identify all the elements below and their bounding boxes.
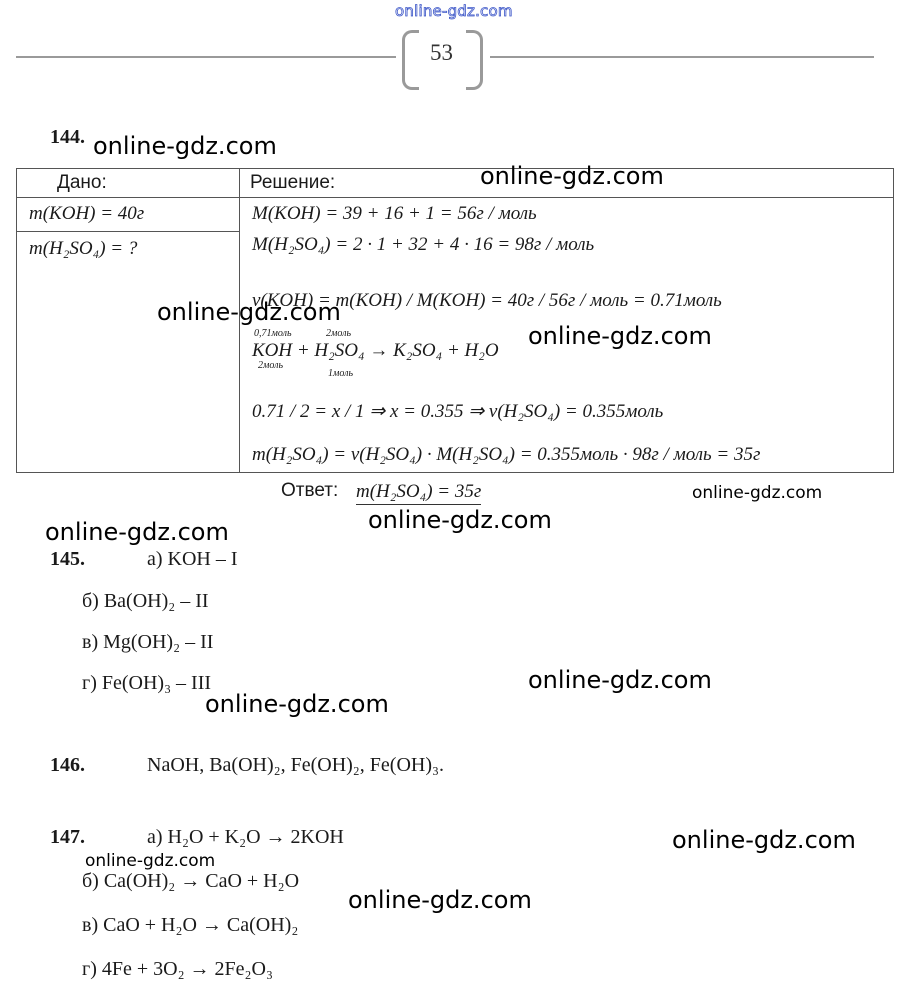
problem-147-number: 147. bbox=[50, 826, 85, 848]
watermark: online-gdz.com bbox=[692, 483, 823, 503]
note-below-koh: 2моль bbox=[258, 360, 284, 371]
note-below-h2so4: 1моль bbox=[328, 368, 354, 379]
solution-moles-koh: ν(KOH) = m(KOH) / M(KOH) = 40г / 56г / моль = 0.71моль bbox=[252, 290, 722, 311]
solution-molar-mass-h2so4: M(H₂SO₄) = 2 · 1 + 32 + 4 · 16 = 98г / моль bbox=[252, 234, 595, 255]
watermark: online-gdz.com bbox=[205, 690, 389, 718]
watermark: online-gdz.com bbox=[157, 298, 341, 326]
watermark: online-gdz.com bbox=[528, 322, 712, 350]
answer-label: Ответ: bbox=[281, 480, 339, 501]
watermark: online-gdz.com bbox=[672, 826, 856, 854]
solution-proportion: 0.71 / 2 = x / 1 ⇒ x = 0.355 ⇒ ν(H₂SO₄) = 0.355моль bbox=[252, 401, 664, 422]
watermark: online-gdz.com bbox=[368, 506, 552, 534]
page-number-bracket-left bbox=[402, 30, 419, 90]
answer-145-a: а) KOH – I bbox=[147, 548, 238, 570]
problem-146-number: 146. bbox=[50, 754, 85, 776]
watermark: online-gdz.com bbox=[528, 666, 712, 694]
solution-mass-h2so4: m(H₂SO₄) = ν(H₂SO₄) · M(H₂SO₄) = 0.355моль · 98г / моль = 35г bbox=[252, 444, 761, 465]
given-mass-koh: m(KOH) = 40г bbox=[29, 203, 145, 224]
given-cell-2 bbox=[17, 232, 240, 473]
given-cell-1 bbox=[17, 198, 240, 232]
header-rule-right bbox=[490, 56, 874, 58]
solution-header: Решение: bbox=[240, 169, 894, 198]
watermark: online-gdz.com bbox=[93, 132, 277, 160]
solution-molar-mass-koh: M(KOH) = 39 + 16 + 1 = 56г / моль bbox=[252, 203, 537, 224]
problem-145-number: 145. bbox=[50, 548, 85, 570]
watermark: online-gdz.com bbox=[348, 886, 532, 914]
answer-147-b: б) Ca(OH)₂ → CaO + H₂O bbox=[82, 870, 300, 892]
answer-146: NaOH, Ba(OH)₂, Fe(OH)₂, Fe(OH)₃. bbox=[147, 754, 444, 776]
answer-145-b: б) Ba(OH)₂ – II bbox=[82, 590, 209, 612]
problem-144-number: 144. bbox=[50, 126, 85, 148]
solution-reaction-equation: KOH + H₂SO₄ → K₂SO₄ + H₂O bbox=[252, 340, 499, 361]
answer-145-g: г) Fe(OH)₃ – III bbox=[82, 672, 212, 694]
watermark: online-gdz.com bbox=[45, 518, 229, 546]
answer-value: m(H₂SO₄) = 35г bbox=[356, 481, 481, 505]
note-above-koh: 0,71моль bbox=[254, 328, 292, 339]
answer-145-v: в) Mg(OH)₂ – II bbox=[82, 631, 214, 653]
header-rule-left bbox=[16, 56, 396, 58]
page-number: 53 bbox=[430, 40, 453, 65]
note-above-h2so4: 2моль bbox=[326, 328, 352, 339]
answer-147-v: в) CaO + H₂O → Ca(OH)₂ bbox=[82, 914, 299, 936]
given-header: Дано: bbox=[17, 169, 240, 198]
answer-147-g: г) 4Fe + 3O₂ → 2Fe₂O₃ bbox=[82, 958, 273, 980]
watermark: online-gdz.com bbox=[480, 162, 664, 190]
given-solution-table bbox=[16, 168, 894, 473]
watermark: online-gdz.com bbox=[85, 851, 216, 871]
header-watermark: online-gdz.com bbox=[395, 2, 513, 20]
page-number-bracket-right bbox=[466, 30, 483, 90]
given-mass-h2so4: m(H₂SO₄) = ? bbox=[29, 238, 138, 259]
answer-147-a: а) H₂O + K₂O → 2KOH bbox=[147, 826, 344, 848]
